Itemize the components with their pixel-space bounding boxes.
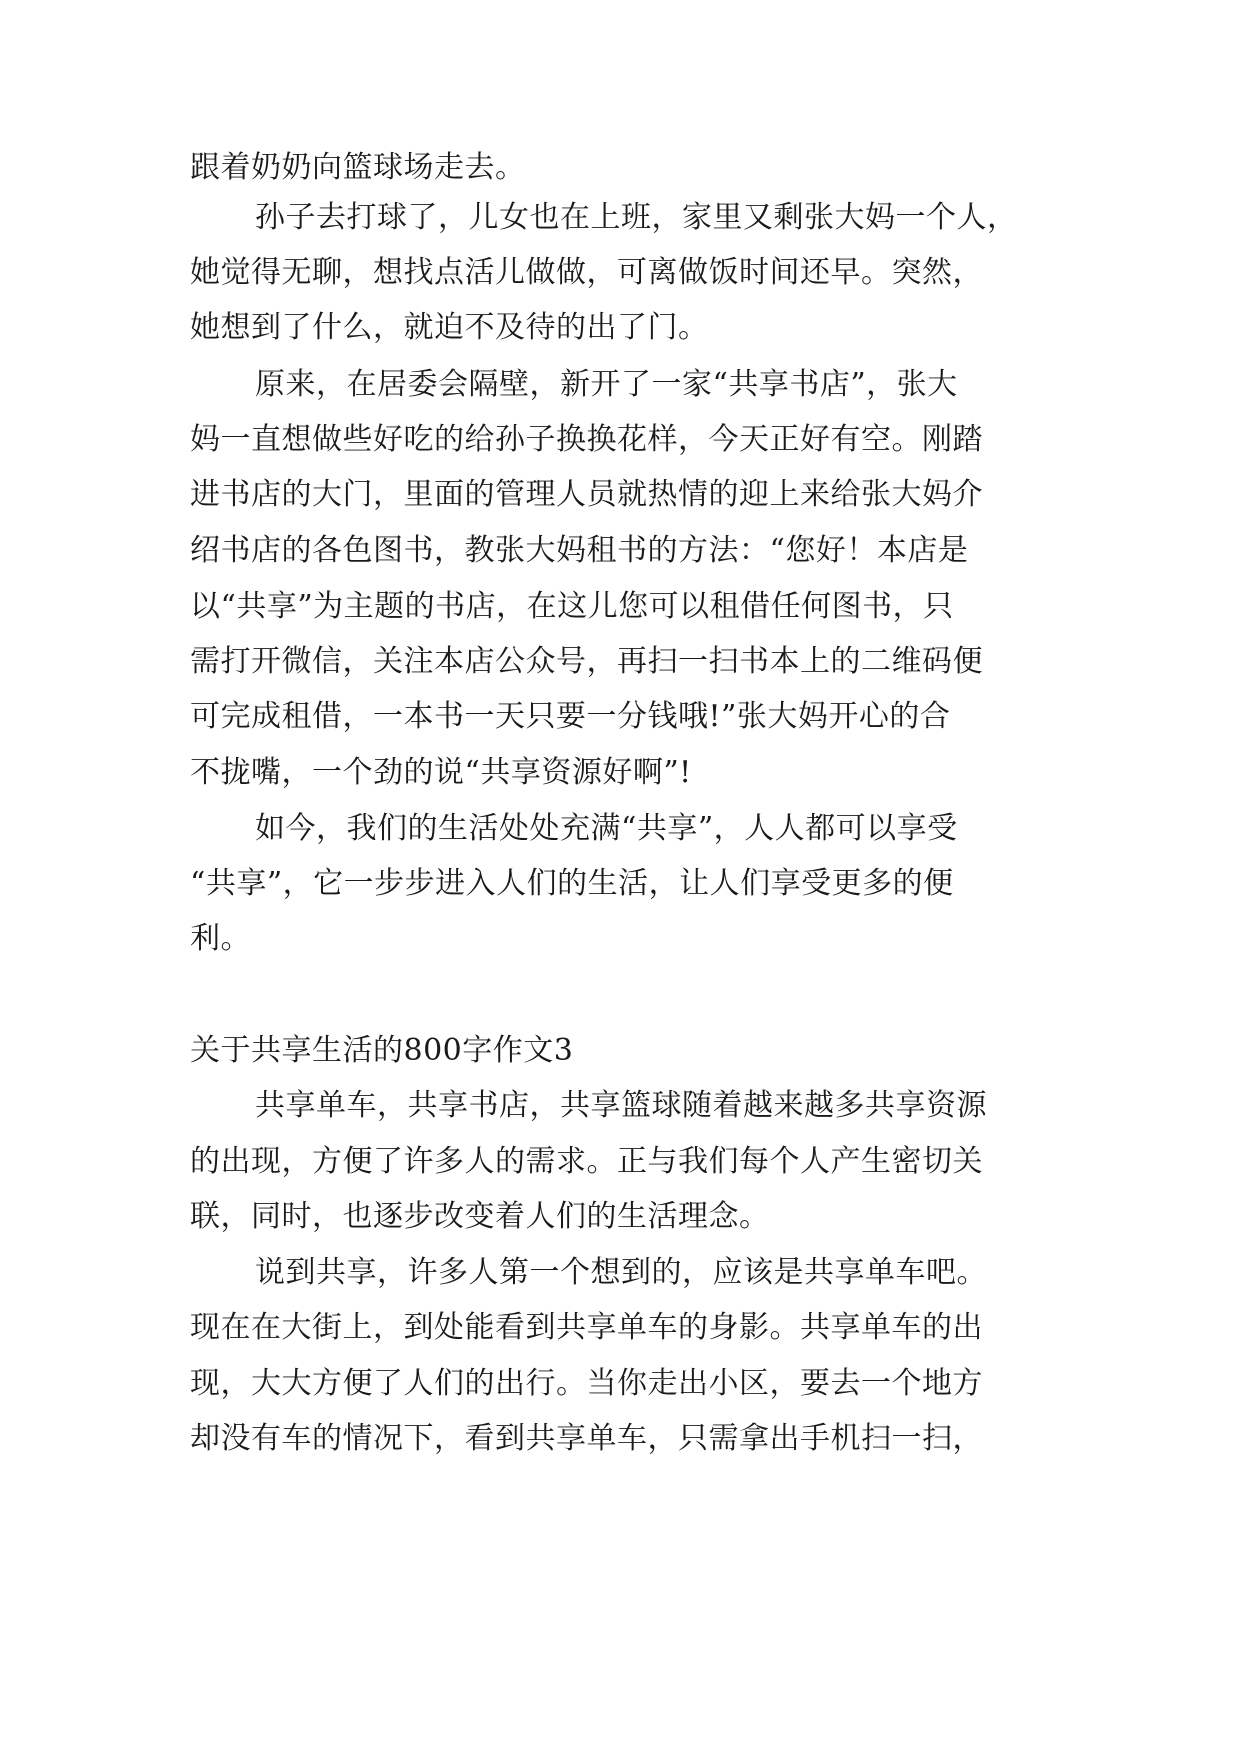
text-line: 却没有车的情况下，看到共享单车，只需拿出手机扫一扫， — [190, 1421, 983, 1456]
text-line: 进书店的大门，里面的管理人员就热情的迎上来给张大妈介 — [190, 477, 983, 512]
text-line: 共享单车，共享书店，共享篮球随着越来越多共享资源 — [255, 1088, 987, 1123]
text-line: 需打开微信，关注本店公众号，再扫一扫书本上的二维码便 — [190, 644, 983, 679]
text-line: 孙子去打球了，儿女也在上班，家里又剩张大妈一个人， — [255, 200, 1018, 235]
text-line: 如今，我们的生活处处充满“共享”，人人都可以享受 — [255, 811, 958, 846]
text-line: 不拢嘴，一个劲的说“共享资源好啊”! — [190, 755, 692, 790]
text-line: 现，大大方便了人们的出行。当你走出小区，要去一个地方 — [190, 1366, 983, 1401]
text-line: 说到共享，许多人第一个想到的，应该是共享单车吧。 — [255, 1255, 987, 1290]
text-line: 的出现，方便了许多人的需求。正与我们每个人产生密切关 — [190, 1144, 983, 1179]
text-line: 跟着奶奶向篮球场走去。 — [190, 150, 526, 185]
text-line: 妈一直想做些好吃的给孙子换换花样，今天正好有空。刚踏 — [190, 422, 983, 457]
text-line: 原来，在居委会隔壁，新开了一家“共享书店”，张大 — [255, 367, 958, 402]
text-line: 现在在大街上，到处能看到共享单车的身影。共享单车的出 — [190, 1310, 983, 1345]
section-heading: 关于共享生活的800字作文3 — [190, 1033, 574, 1068]
text-line: 联，同时，也逐步改变着人们的生活理念。 — [190, 1199, 770, 1234]
text-line: 可完成租借，一本书一天只要一分钱哦!”张大妈开心的合 — [190, 699, 951, 734]
text-line: 以“共享”为主题的书店，在这儿您可以租借任何图书，只 — [190, 589, 954, 624]
text-line: 她觉得无聊，想找点活儿做做，可离做饭时间还早。突然， — [190, 255, 983, 290]
text-line: 绍书店的各色图书，教张大妈租书的方法：“您好！本店是 — [190, 533, 969, 568]
text-line: “共享”，它一步步进入人们的生活，让人们享受更多的便 — [190, 866, 954, 901]
text-line: 她想到了什么，就迫不及待的出了门。 — [190, 310, 709, 345]
text-line: 利。 — [190, 921, 251, 956]
